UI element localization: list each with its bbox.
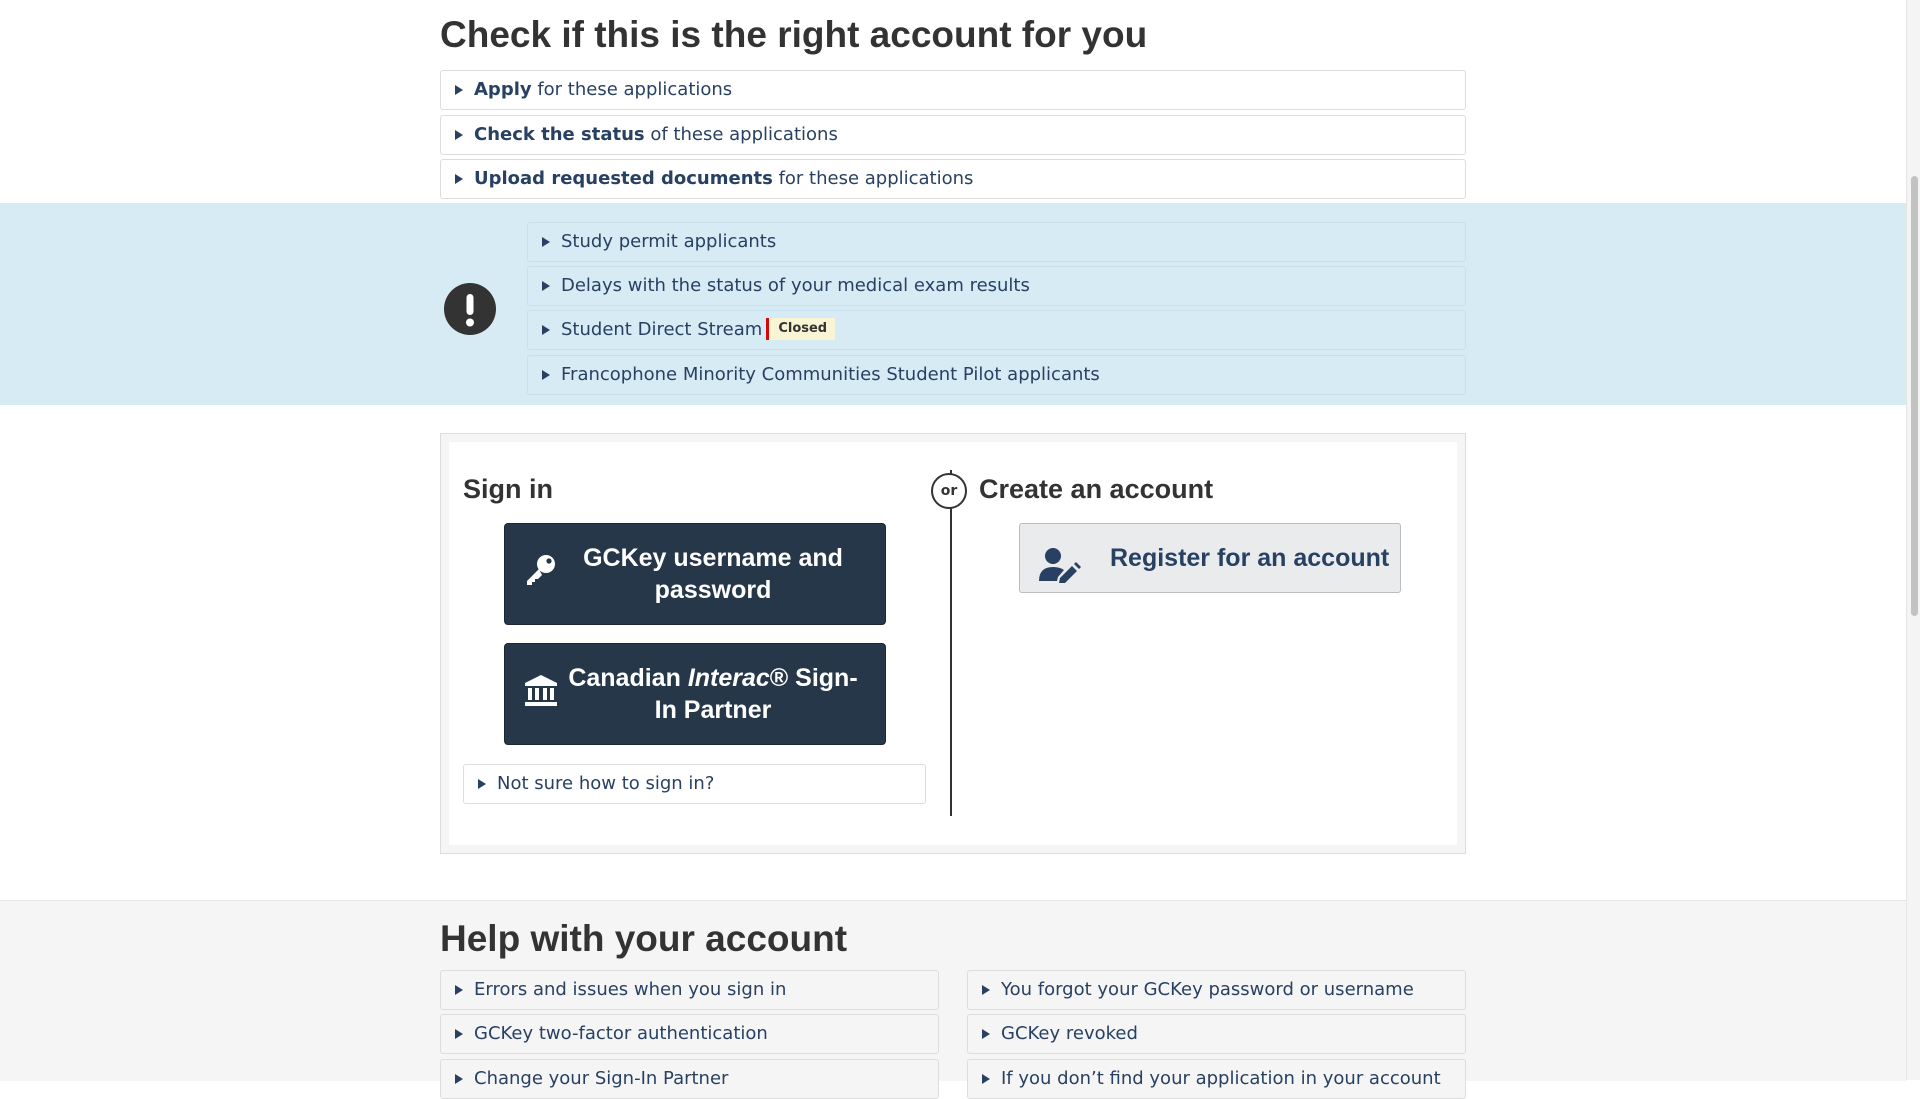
scrollbar-thumb[interactable] (1911, 176, 1918, 616)
register-account-label: Register for an account (1110, 544, 1390, 572)
details-student-direct-stream[interactable]: Student Direct Stream Closed (527, 310, 1466, 350)
details-upload-documents[interactable]: Upload requested documents for these applications (440, 159, 1466, 199)
expand-triangle-icon (455, 985, 463, 995)
details-two-factor[interactable]: GCKey two-factor authentication (440, 1014, 939, 1054)
interac-signin-button[interactable] (504, 643, 886, 745)
expand-triangle-icon (542, 281, 550, 291)
expand-triangle-icon (455, 85, 463, 95)
expand-triangle-icon (455, 1074, 463, 1084)
details-gckey-revoked[interactable]: GCKey revoked (967, 1014, 1466, 1054)
user-edit-icon (1038, 541, 1082, 609)
or-divider-label: or (931, 473, 967, 509)
details-change-partner[interactable]: Change your Sign-In Partner (440, 1059, 939, 1099)
details-study-permit[interactable]: Study permit applicants (527, 222, 1466, 262)
details-check-status[interactable]: Check the status of these applications (440, 115, 1466, 155)
interac-signin-label: Canadian Interac® Sign-In Partner (568, 664, 858, 724)
expand-triangle-icon (542, 325, 550, 335)
page-scrollbar[interactable] (1906, 0, 1920, 1080)
create-account-heading: Create an account (979, 474, 1214, 504)
help-section (0, 900, 1906, 1081)
bank-icon (523, 672, 559, 716)
expand-triangle-icon (982, 1074, 990, 1084)
key-icon (523, 552, 559, 596)
details-not-sure-signin[interactable]: Not sure how to sign in? (463, 764, 926, 804)
expand-triangle-icon (455, 130, 463, 140)
help-title: Help with your account (440, 918, 848, 959)
expand-triangle-icon (478, 779, 486, 789)
details-missing-application[interactable]: If you don’t find your application in your account (967, 1059, 1466, 1099)
gckey-signin-label: GCKey username and password (583, 544, 843, 604)
page-title: Check if this is the right account for you (440, 14, 1148, 55)
register-account-button[interactable] (1019, 523, 1401, 593)
expand-triangle-icon (455, 174, 463, 184)
exclamation-circle-icon (444, 283, 496, 335)
gckey-signin-button[interactable] (504, 523, 886, 625)
or-divider-line (950, 470, 952, 816)
expand-triangle-icon (455, 1029, 463, 1039)
status-badge: Closed (766, 318, 835, 340)
signin-heading: Sign in (463, 474, 553, 504)
details-apply[interactable]: Apply for these applications (440, 70, 1466, 110)
details-signin-errors[interactable]: Errors and issues when you sign in (440, 970, 939, 1010)
expand-triangle-icon (982, 1029, 990, 1039)
details-francophone-pilot[interactable]: Francophone Minority Communities Student Pilot applicants (527, 355, 1466, 395)
expand-triangle-icon (982, 985, 990, 995)
details-forgot-password[interactable]: You forgot your GCKey password or username (967, 970, 1466, 1010)
details-medical-delays[interactable]: Delays with the status of your medical exam results (527, 266, 1466, 306)
expand-triangle-icon (542, 370, 550, 380)
expand-triangle-icon (542, 237, 550, 247)
